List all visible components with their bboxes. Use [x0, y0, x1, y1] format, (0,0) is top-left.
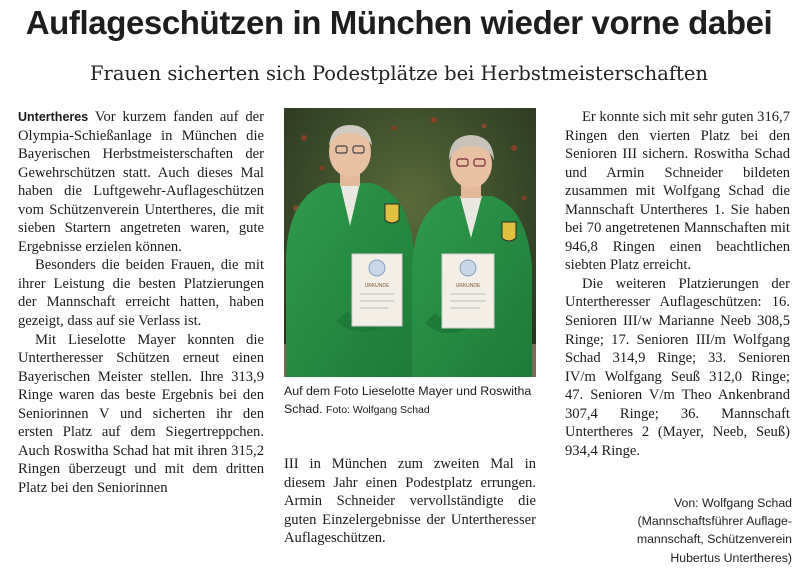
- caption-text: Auf dem Foto Lieselotte Mayer und Roswitha Schad.: [284, 384, 532, 416]
- dateline: Untertheres: [18, 110, 89, 124]
- author-line: Hubertus Untertheres): [670, 550, 792, 565]
- author-credit: [560, 494, 792, 567]
- author-line: mannschaft, Schützenverein: [636, 532, 792, 547]
- author-line: Von: Wolfgang Schad: [673, 496, 792, 510]
- photo-two-women-with-certificates: [284, 108, 536, 377]
- paragraph-2: Besonders die beiden Frauen, die mit ihrer Leistung die besten Platzierungen der Mannschaft erreicht hatten, haben gezeigt, dass auf sie Verlass ist.: [18, 257, 264, 330]
- photo-caption: [284, 382, 544, 419]
- headline: Auflageschützen in München wieder vorne dabei: [25, 4, 773, 41]
- photo-credit: Foto: Wolfgang Schad: [326, 404, 430, 416]
- lead-text: Vor kurzem fanden auf der Olympia-Schießanlage in München die Bayerischen Herbstmeisterschaften der Gewehrschützen statt. Auch dieses Mal haben die Luftgewehr-Auflageschützen vom Schützenverein Untertheres, die mit sieben Startern angetreten waren, gute Ergebnisse erzielen können.: [18, 109, 264, 255]
- author-line: (Mannschaftsführer Auflage-: [637, 514, 792, 529]
- column-2-text: III in München zum zweiten Mal in diesem Jahr einen Podestplatz errungen. Armin Schneider vervollständigte die guten Einzelergebnisse der Untertheresser Auflageschützen.: [284, 456, 536, 547]
- subheadline: Frauen sicherten sich Podestplätze bei Herbstmeisterschaften: [90, 62, 708, 85]
- paragraph-3: Mit Lieselotte Mayer konnten die Untertheresser Schützen erneut einen Bayerischen Meister stellen. Ihre 313,9 Ringe waren das beste Ergebnis bei den Seniorinnen V und sicherten ihr den ersten Platz auf dem Siegertreppchen. Auch Roswitha Schad hat mit ihren 315,2 Ringen überzeugt und mit dem dritten Platz bei den Seniorinnen: [18, 331, 264, 496]
- svg-text:URKUNDE: URKUNDE: [364, 283, 390, 289]
- column-3-paragraph-1: Er konnte sich mit sehr guten 316,7 Ringen den vierten Platz bei den Senioren III sichern. Roswitha Schad und Armin Schneider bildeten zusammen mit Wolfgang Schad die Mannschaft Untertheres 1. Sie haben bei 70 angetretenen Mannschaften mit 946,8 Ringen einen beachtlichen siebten Platz erreicht.: [565, 109, 790, 274]
- article-column-3: [565, 108, 790, 460]
- article-photo: [284, 108, 536, 377]
- article-column-1: [18, 108, 264, 497]
- lead-paragraph: [18, 108, 264, 256]
- article-column-2: [284, 455, 536, 548]
- svg-text:URKUNDE: URKUNDE: [455, 283, 481, 289]
- column-3-paragraph-2: Die weiteren Platzierungen der Untertheresser Auflageschützen: 16. Senioren III/w Marianne Neeb 308,5 Ringe; 17. Senioren III/m Wolfgang Schad 314,9 Ringe; 33. Senioren IV/m Wolfgang Seuß 312,0 Ringe; 47. Senioren V/m Theo Ankenbrand 307,4 Ringe; 36. Mannschaft Untertheres 2 (Mayer, Neeb, Seuß) 934,4 Ringe.: [565, 275, 790, 459]
